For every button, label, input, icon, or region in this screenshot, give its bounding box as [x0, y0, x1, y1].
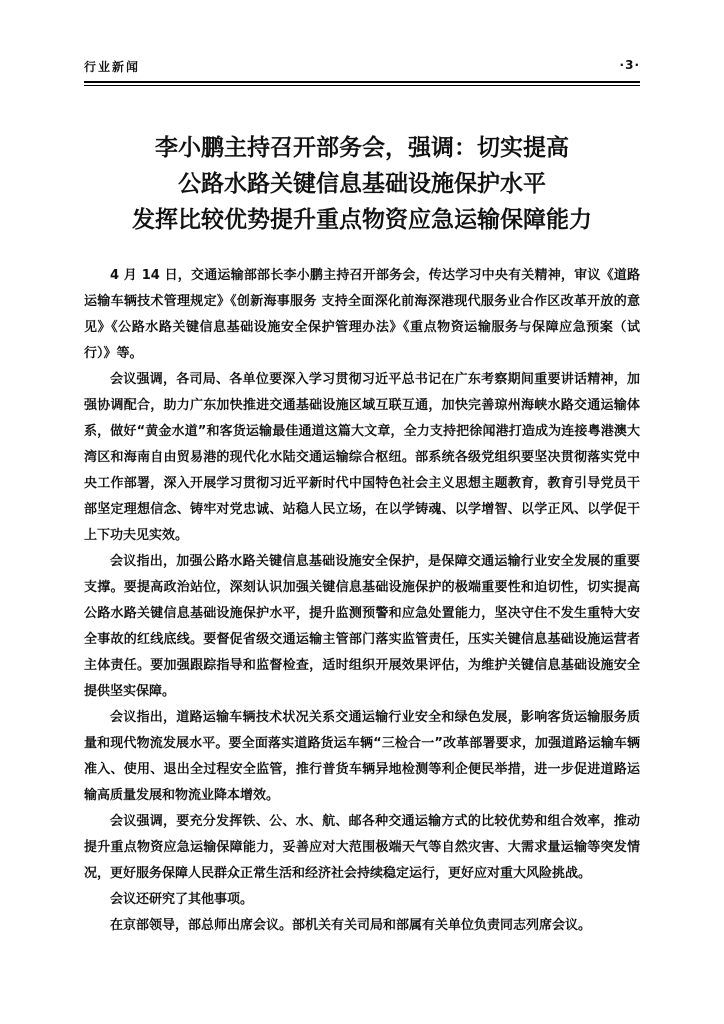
- paragraph: 会议强调，各司局、各单位要深入学习贯彻习近平总书记在广东考察期间重要讲话精神，加强协调配合，助力广东加快推进交通基础设施区域互联互通，加快完善琼州海峡水路交通运输体系，做好“黄金水道”和客货运输最佳通道这篇大文章，全力支持把徐闻港打造成为连接粤港澳大湾区和海南自由贸易港的现代化水陆交通运输综合枢纽。部系统各级党组织要坚决贯彻落实党中央工作部署，深入开展学习贯彻习近平新时代中国特色社会主义思想主题教育，教育引导党员干部坚定理想信念、铸牢对党忠诚、站稳人民立场，在以学铸魂、以学增智、以学正风、以学促干上下功夫见实效。: [84, 372, 640, 543]
- title-line-1: 李小鹏主持召开部务会，强调：切实提高: [155, 134, 569, 161]
- title-line-2: 公路水路关键信息基础设施保护水平: [178, 170, 546, 197]
- paragraph: 会议指出，道路运输车辆技术状况关系交通运输行业安全和绿色发展，影响客货运输服务质量和现代物流发展水平。要全面落实道路货运车辆“三检合一”改革部署要求，加强道路运输车辆准入、使用、退出全过程安全监管，推行普货车辆异地检测等利企便民举措，进一步促进道路运输高质量发展和物流业降本增效。: [84, 710, 640, 803]
- page-number: ·3·: [619, 58, 640, 72]
- header-rule-thin: [84, 85, 640, 86]
- running-header: [84, 58, 640, 80]
- paragraph: 会议还研究了其他事项。: [110, 892, 254, 907]
- article-body: [84, 263, 640, 939]
- paragraph: 4 月 14 日，交通运输部部长李小鹏主持召开部务会，传达学习中央有关精神，审议《道路运输车辆技术管理规定》《创新海事服务 支持全面深化前海深港现代服务业合作区改革开放的意见》《公路水路关键信息基础设施安全保护管理办法》《重点物资运输服务与保障应急预案（试行）》等。: [84, 268, 640, 361]
- paragraph: 会议指出，加强公路水路关键信息基础设施安全保护，是保障交通运输行业安全发展的重要支撑。要提高政治站位，深刻认识加强关键信息基础设施保护的极端重要性和迫切性，切实提高公路水路关键信息基础设施保护水平，提升监测预警和应急处置能力，坚决守住不发生重特大安全事故的红线底线。要督促省级交通运输主管部门落实监管责任，压实关键信息基础设施运营者主体责任。要加强跟踪指导和监督检查，适时组织开展效果评估，为维护关键信息基础设施安全提供坚实保障。: [84, 554, 640, 699]
- paragraph: 在京部领导，部总师出席会议。部机关有关司局和部属有关单位负责同志列席会议。: [110, 918, 592, 933]
- article-title: [84, 130, 640, 238]
- paragraph: 会议强调，要充分发挥铁、公、水、航、邮各种交通运输方式的比较优势和组合效率，推动提升重点物资应急运输保障能力，妥善应对大范围极端天气等自然灾害、大需求量运输等突发情况，更好服务保障人民群众正常生活和经济社会持续稳定运行，更好应对重大风险挑战。: [84, 814, 640, 881]
- header-rule-thick: [84, 81, 640, 83]
- section-label: 行业新闻: [84, 60, 141, 74]
- title-line-3: 发挥比较优势提升重点物资应急运输保障能力: [132, 206, 592, 233]
